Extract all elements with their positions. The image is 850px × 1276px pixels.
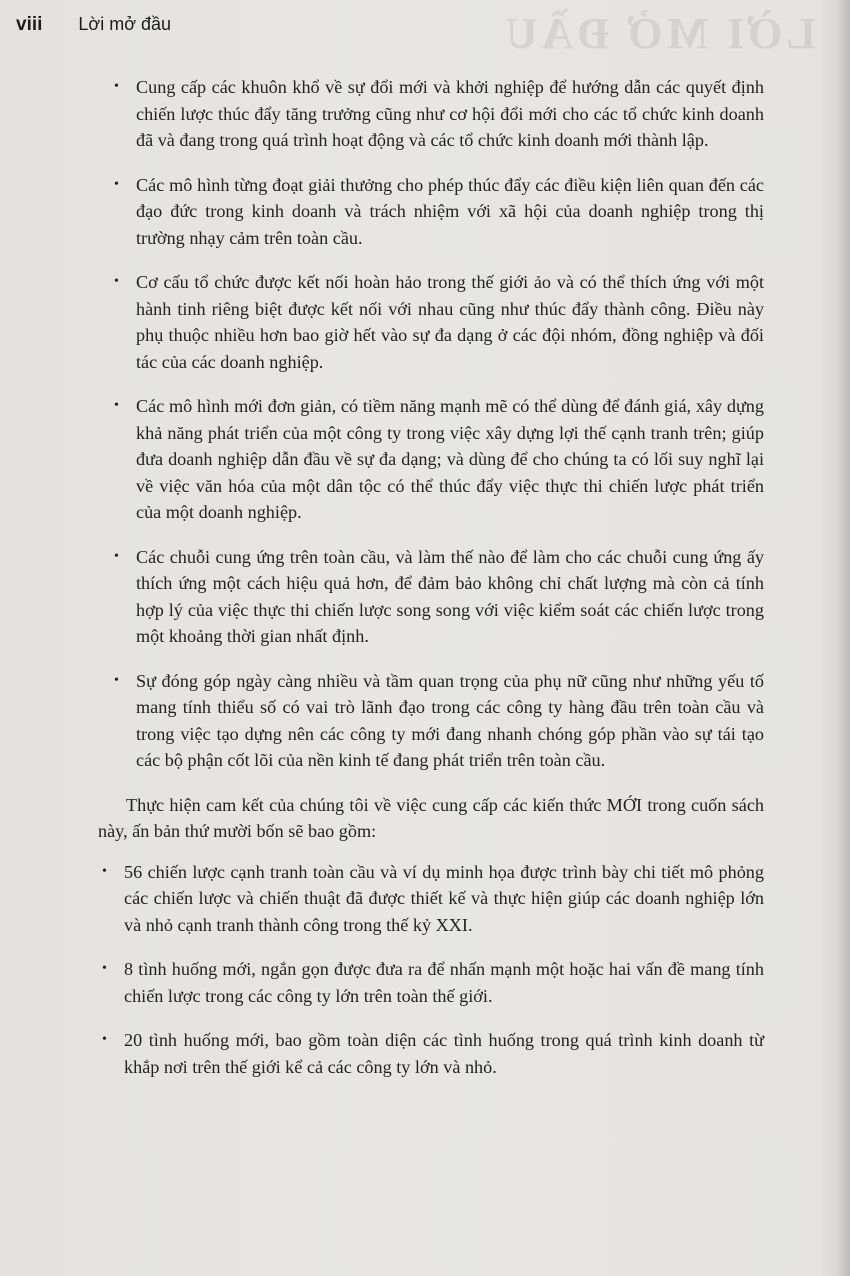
running-title: Lời mở đầu <box>78 14 172 34</box>
bullet-icon: • <box>114 672 119 688</box>
list-item-text: 8 tình huống mới, ngắn gọn được đưa ra để nhấn mạnh một hoặc hai vấn đề mang tính chiến lược trong các công ty lớn trên toàn thế giới. <box>124 959 764 1006</box>
intro-paragraph: Thực hiện cam kết của chúng tôi về việc cung cấp các kiến thức MỚI trong cuốn sách này, ấn bản thứ mười bốn sẽ bao gồm: <box>98 794 764 841</box>
list-item-text: Các chuỗi cung ứng trên toàn cầu, và làm thế nào để làm cho các chuỗi cung ứng ấy thích ứng một cách hiệu quả hơn, để đảm bảo không chỉ chất lượng mà còn cả tính hợp lý của việc thực thi chiến lược song song với việc kiểm soát các chiến lược trong một khoảng thời gian nhất định. <box>136 546 764 646</box>
list-item-text: Các mô hình từng đoạt giải thưởng cho phép thúc đẩy các điều kiện liên quan đến các đạo đức trong kinh doanh và trách nhiệm với xã hội của doanh nghiệp trong thị trường nhạy cảm trên toàn cầu. <box>136 174 764 248</box>
bleed-through-title: LỜI MỞ ĐẦU <box>502 9 816 58</box>
edition-contents-list <box>104 859 764 1081</box>
page-number: viii <box>16 14 43 35</box>
list-item <box>92 956 764 1009</box>
bullet-icon: • <box>114 274 119 289</box>
list-item-text: Sự đóng góp ngày càng nhiều và tầm quan trọng của phụ nữ cũng như những yếu tố mang tính thiểu số có vai trò lãnh đạo trong các công ty hàng đầu trên toàn cầu và trong việc tạo dựng nên các công ty mới đang nhanh chóng góp phần vào sự tái tạo các bộ phận cốt lõi của nền kinh tế đang phát triển trên toàn cầu. <box>136 670 764 770</box>
bullet-icon: • <box>102 1032 107 1047</box>
list-item <box>104 74 764 154</box>
bullet-icon: • <box>114 79 119 94</box>
page-header <box>16 14 171 36</box>
bullet-icon: • <box>114 398 119 413</box>
list-item-text: 20 tình huống mới, bao gồm toàn diện các tình huống trong quá trình kinh doanh từ khắp nơi trên thế giới kể cả các công ty lớn và nhỏ. <box>124 1030 764 1077</box>
list-item-text: Cung cấp các khuôn khổ về sự đổi mới và khởi nghiệp để hướng dẫn các quyết định chiến lược thúc đẩy tăng trưởng cũng như cơ hội đổi mới cho các tổ chức kinh doanh đã và đang trong quá trình hoạt động và các tổ chức kinh doanh mới thành lập. <box>136 77 764 150</box>
list-item <box>104 544 764 650</box>
feature-list <box>104 74 764 774</box>
bullet-icon: • <box>102 961 107 976</box>
list-item <box>104 269 764 375</box>
list-item <box>104 172 764 252</box>
page-content <box>98 74 764 1098</box>
list-item <box>92 1027 764 1080</box>
list-item-text: Các mô hình mới đơn giản, có tiềm năng mạnh mẽ có thể dùng để đánh giá, xây dựng khả năng phát triển của một công ty trong việc xây dựng lợi thế cạnh tranh trên; giúp đưa doanh nghiệp dẫn đầu về sự đa dạng; và dùng để cho chúng ta có lối suy nghĩ lại về việc văn hóa của một dân tộc có thể thúc đẩy việc thực thi chiến lược phát triển của một doanh nghiệp. <box>136 396 764 522</box>
list-item <box>92 859 764 939</box>
list-item <box>104 668 764 774</box>
list-item-text: 56 chiến lược cạnh tranh toàn cầu và ví dụ minh họa được trình bày chi tiết mô phỏng các chiến lược và chiến thuật đã được thiết kế và thực hiện giúp các doanh nghiệp lớn và nhỏ cạnh tranh thành công trong thế kỷ XXI. <box>124 861 764 935</box>
bullet-icon: • <box>114 548 119 564</box>
list-item-text: Cơ cấu tổ chức được kết nối hoàn hảo trong thế giới ảo và có thể thích ứng với một hành tinh riêng biệt được kết nối với nhau cũng như thúc đẩy thành công. Điều này phụ thuộc nhiều hơn bao giờ hết vào sự đa dạng ở các đội nhóm, đồng nghiệp và đối tác của các doanh nghiệp. <box>136 272 764 372</box>
bullet-icon: • <box>114 176 119 192</box>
bullet-icon: • <box>102 863 107 879</box>
list-item <box>104 393 764 526</box>
